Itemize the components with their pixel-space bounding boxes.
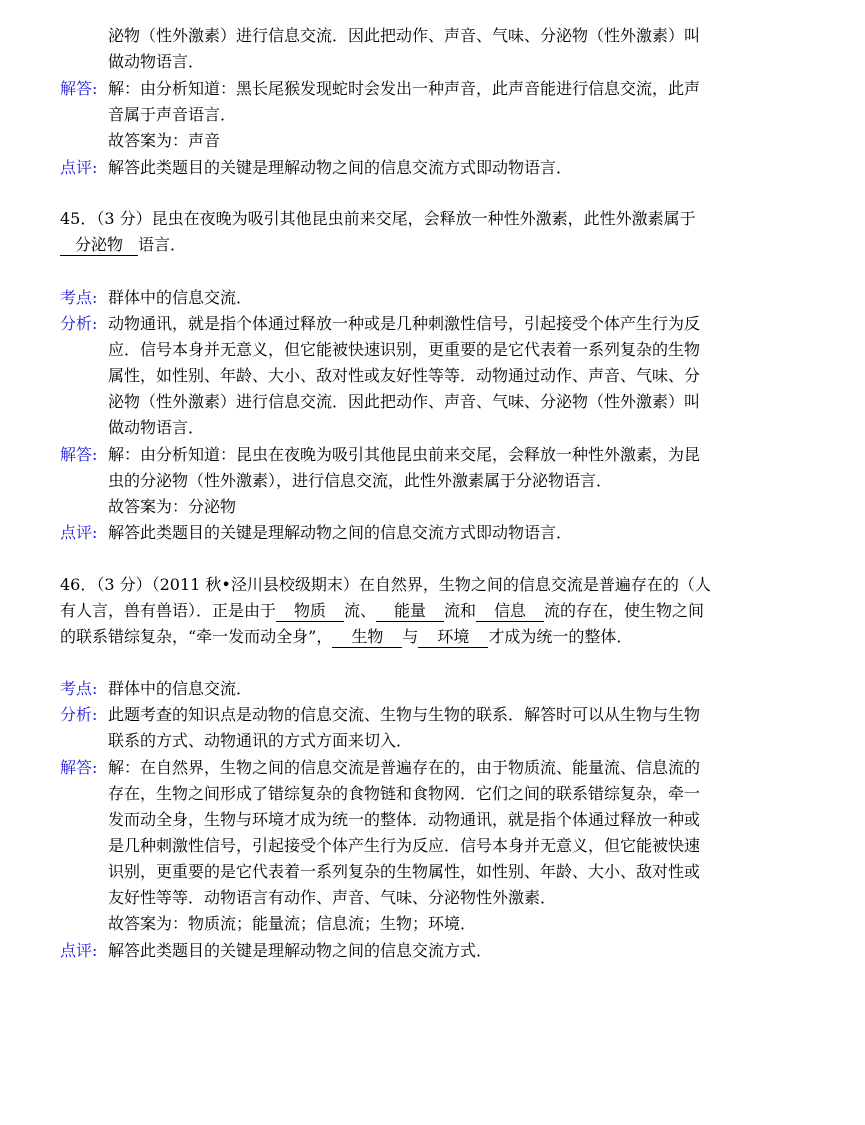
analysis-line: 应．信号本身并无意义，但它能被快速识别，更重要的是它代表着一系列复杂的生物: [108, 340, 701, 359]
answer-blank: 分泌物: [60, 235, 138, 256]
kaodian-label: 考点:: [60, 679, 98, 698]
answer-line: 发而动全身，生物与环境才成为统一的整体．动物通讯，就是指个体通过释放一种或: [108, 810, 701, 829]
analysis-line: 泌物（性外激素）进行信息交流．因此把动作、声音、气味、分泌物（性外激素）叫: [108, 392, 701, 411]
analysis-line: 泌物（性外激素）进行信息交流．因此把动作、声音、气味、分泌物（性外激素）叫: [108, 26, 701, 45]
analysis-label: 分析:: [60, 705, 98, 724]
comment-label: 点评:: [60, 158, 98, 177]
answer-label: 解答:: [60, 445, 98, 464]
answer-blank: 环境: [418, 627, 488, 648]
answer-line: 解答: 解：在自然界，生物之间的信息交流是普遍存在的，由于物质流、能量流、信息流的: [60, 756, 760, 780]
answer-line: 存在，生物之间形成了错综复杂的食物链和食物网．它们之间的联系错综复杂，牵一: [108, 784, 701, 803]
answer-line: 音属于声音语言．: [108, 105, 237, 124]
answer-line: 虫的分泌物（性外激素），进行信息交流，此性外激素属于分泌物语言．: [108, 471, 613, 490]
answer-line: 故答案为：分泌物: [108, 497, 237, 516]
answer-blank: 生物: [332, 627, 402, 648]
comment-line: 点评: 解答此类题目的关键是理解动物之间的信息交流方式．: [60, 939, 760, 963]
comment-label: 点评:: [60, 941, 98, 960]
answer-line: 解答: 解：由分析知道：昆虫在夜晚为吸引其他昆虫前来交尾，会释放一种性外激素，为昆: [60, 443, 760, 467]
question-45-text: 分泌物 语言．: [60, 233, 760, 257]
analysis-line: 分析: 动物通讯，就是指个体通过释放一种或是几种刺激性信号，引起接受个体产生行为反: [60, 312, 760, 336]
analysis-line: 分析: 此题考查的知识点是动物的信息交流、生物与生物的联系．解答时可以从生物与生物: [60, 703, 760, 727]
analysis-line: 属性，如性别、年龄、大小、敌对性或友好性等等．动物通过动作、声音、气味、分: [108, 366, 701, 385]
analysis-line: 联系的方式、动物通讯的方式方面来切入．: [108, 731, 413, 750]
question-46-text: 的联系错综复杂，“牵一发而动全身”， 生物 与 环境 才成为统一的整体．: [60, 627, 633, 646]
answer-line: 故答案为：物质流；能量流；信息流；生物；环境．: [108, 914, 477, 933]
answer-label: 解答:: [60, 758, 98, 777]
answer-line: 是几种刺激性信号，引起接受个体产生行为反应．信号本身并无意义，但它能被快速: [108, 836, 701, 855]
analysis-line: 做动物语言．: [108, 418, 205, 437]
answer-line: 解答: 解：由分析知道：黑长尾猴发现蛇时会发出一种声音，此声音能进行信息交流，此声: [60, 77, 760, 101]
answer-line: 故答案为：声音: [108, 131, 221, 150]
answer-blank: 信息: [476, 601, 544, 622]
question-46-text: 46．（3 分）（2011 秋•泾川县校级期末）在自然界，生物之间的信息交流是普遍存在的（人: [60, 575, 711, 594]
kaodian-line: 考点: 群体中的信息交流．: [60, 677, 760, 701]
answer-label: 解答:: [60, 79, 98, 98]
answer-line: 友好性等等．动物语言有动作、声音、气味、分泌物性外激素．: [108, 888, 557, 907]
answer-blank: 能量: [376, 601, 444, 622]
kaodian-line: 考点: 群体中的信息交流．: [60, 286, 760, 310]
analysis-line: 做动物语言．: [108, 52, 205, 71]
question-46-text: 有人言，兽有兽语）．正是由于 物质 流、 能量 流和 信息 流的存在，使生物之间: [60, 601, 705, 620]
comment-line: 点评: 解答此类题目的关键是理解动物之间的信息交流方式即动物语言．: [60, 156, 760, 180]
answer-blank: 物质: [276, 601, 344, 622]
analysis-label: 分析:: [60, 314, 98, 333]
comment-line: 点评: 解答此类题目的关键是理解动物之间的信息交流方式即动物语言．: [60, 521, 760, 545]
kaodian-label: 考点:: [60, 288, 98, 307]
answer-line: 识别，更重要的是它代表着一系列复杂的生物属性，如性别、年龄、大小、敌对性或: [108, 862, 701, 881]
question-45-text: 45．（3 分）昆虫在夜晚为吸引其他昆虫前来交尾，会释放一种性外激素，此性外激素属于: [60, 209, 696, 228]
comment-label: 点评:: [60, 523, 98, 542]
